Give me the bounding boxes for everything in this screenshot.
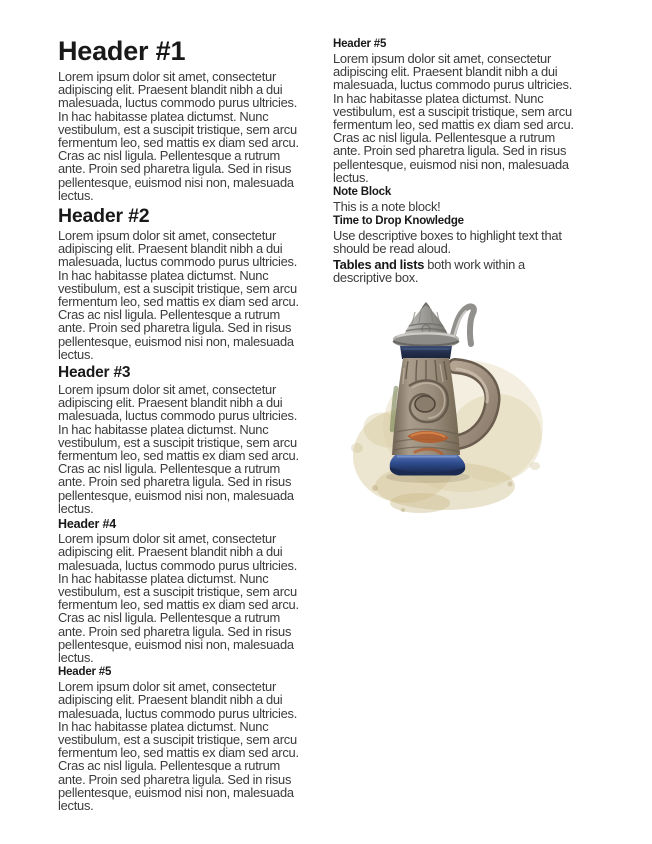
header-1: Header #1 (58, 36, 186, 66)
stein-body (392, 358, 460, 455)
paragraph-4: Lorem ipsum dolor sit amet, consectetur adipiscing elit. Praesent blandit nibh a dui malesuada, luctus commodo purus ultricies. In hac habitasse platea dictumst. Nunc vestibulum, est a suscipit tristique, sem arcu fermentum leo, sed mattis ex diam sed arcu. Cras ac nisl ligula. Pellentesque a rutrum ante. Proin sed pharetra ligula. Sed in risus pellentesque, euismod nisi non, malesuada lectus. (58, 531, 299, 665)
header-4: Header #4 (58, 517, 116, 532)
stein-top-band (400, 346, 452, 359)
beer-stein-svg (345, 298, 545, 518)
right-column (333, 36, 585, 286)
header-5-left: Header #5 (58, 666, 112, 679)
paragraph-3: Lorem ipsum dolor sit amet, consectetur adipiscing elit. Praesent blandit nibh a dui malesuada, luctus commodo purus ultricies. In hac habitasse platea dictumst. Nunc vestibulum, est a suscipit tristique, sem arcu fermentum leo, sed mattis ex diam sed arcu. Cras ac nisl ligula. Pellentesque a rutrum ante. Proin sed pharetra ligula. Sed in risus pellentesque, euismod nisi non, malesuada lectus. (58, 382, 299, 516)
header-5-right: Header #5 (333, 38, 387, 50)
tables-note-bold-lead: Tables and lists (333, 256, 425, 272)
stein-lid (393, 302, 459, 349)
tables-note-rest: both work within a descriptive box. (333, 256, 525, 285)
beer-stein-illustration (345, 298, 545, 518)
knowledge-block-title: Time to Drop Knowledge (333, 215, 464, 228)
note-block-title: Note Block (333, 186, 392, 199)
paragraph-right: Lorem ipsum dolor sit amet, consectetur adipiscing elit. Praesent blandit nibh a dui malesuada, luctus commodo purus ultricies. In hac habitasse platea dictumst. Nunc vestibulum, est a suscipit tristique, sem arcu fermentum leo, sed mattis ex diam sed arcu. Cras ac nisl ligula. Pellentesque a rutrum ante. Proin sed pharetra ligula. Sed in risus pellentesque, euismod nisi non, malesuada lectus. (333, 51, 574, 185)
stein-base (390, 455, 465, 476)
paragraph-2: Lorem ipsum dolor sit amet, consectetur adipiscing elit. Praesent blandit nibh a dui malesuada, luctus commodo purus ultricies. In hac habitasse platea dictumst. Nunc vestibulum, est a suscipit tristique, sem arcu fermentum leo, sed mattis ex diam sed arcu. Cras ac nisl ligula. Pellentesque a rutrum ante. Proin sed pharetra ligula. Sed in risus pellentesque, euismod nisi non, malesuada lectus. (58, 228, 299, 362)
header-3: Header #3 (58, 364, 131, 382)
note-block-text: This is a note block! (333, 199, 441, 215)
knowledge-block-text: Use descriptive boxes to highlight text that should be read aloud. (333, 228, 562, 257)
paragraph-1: Lorem ipsum dolor sit amet, consectetur adipiscing elit. Praesent blandit nibh a dui malesuada, luctus commodo purus ultricies. In hac habitasse platea dictumst. Nunc vestibulum, est a suscipit tristique, sem arcu fermentum leo, sed mattis ex diam sed arcu. Cras ac nisl ligula. Pellentesque a rutrum ante. Proin sed pharetra ligula. Sed in risus pellentesque, euismod nisi non, malesuada lectus. (58, 69, 299, 203)
header-2: Header #2 (58, 205, 150, 228)
left-column (58, 36, 308, 814)
paragraph-5: Lorem ipsum dolor sit amet, consectetur adipiscing elit. Praesent blandit nibh a dui malesuada, luctus commodo purus ultricies. In hac habitasse platea dictumst. Nunc vestibulum, est a suscipit tristique, sem arcu fermentum leo, sed mattis ex diam sed arcu. Cras ac nisl ligula. Pellentesque a rutrum ante. Proin sed pharetra ligula. Sed in risus pellentesque, euismod nisi non, malesuada lectus. (58, 679, 299, 813)
tables-note (333, 258, 585, 284)
